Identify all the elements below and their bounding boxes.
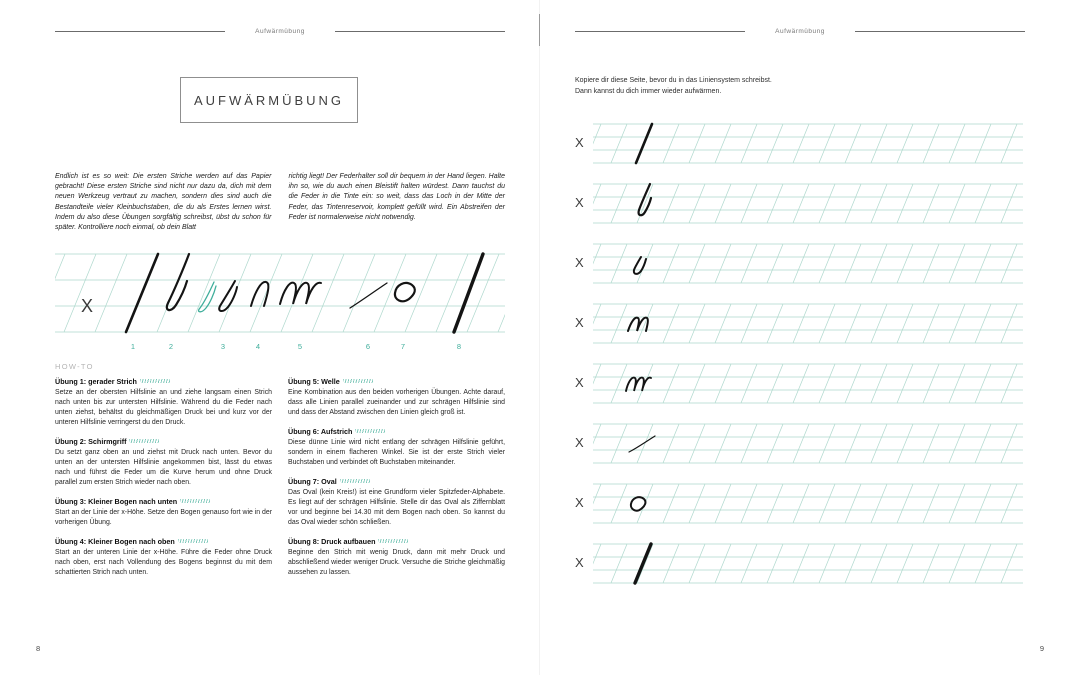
demo-stroke-gerader-strich bbox=[126, 254, 158, 332]
guide-line-slant bbox=[897, 244, 913, 283]
guide-line-slant bbox=[663, 124, 679, 163]
guide-line-slant bbox=[767, 484, 783, 523]
guide-line-slant bbox=[975, 304, 991, 343]
teal-demo-stroke bbox=[199, 282, 216, 312]
guide-line-slant bbox=[975, 364, 991, 403]
guide-line-slant bbox=[1001, 544, 1017, 583]
exercise-title-text: Übung 5: Welle bbox=[288, 377, 340, 386]
guide-line-slant bbox=[897, 184, 913, 223]
guide-line-slant bbox=[923, 124, 939, 163]
guide-line-slant bbox=[923, 304, 939, 343]
guide-line-slant bbox=[467, 254, 499, 332]
guide-line-slant bbox=[923, 244, 939, 283]
guide-line-slant bbox=[767, 304, 783, 343]
line-system bbox=[593, 360, 1023, 406]
exercise-block bbox=[55, 537, 272, 578]
guide-line-slant bbox=[845, 544, 861, 583]
guide-line-slant bbox=[689, 184, 705, 223]
guide-line-slant bbox=[949, 364, 965, 403]
practice-row bbox=[575, 480, 1025, 526]
copy-note-line-2: Dann kannst du dich immer wieder aufwärmen. bbox=[575, 87, 722, 95]
guide-line-slant bbox=[819, 244, 835, 283]
guide-line-slant bbox=[793, 484, 809, 523]
running-head-rule-left bbox=[55, 31, 225, 32]
guide-line-slant bbox=[897, 544, 913, 583]
guide-line-slant bbox=[611, 304, 627, 343]
practice-demo bbox=[55, 248, 505, 354]
exercise-title-text: Übung 2: Schirmgriff bbox=[55, 437, 127, 446]
guide-line-slant bbox=[436, 254, 468, 332]
guide-line-slant bbox=[845, 244, 861, 283]
guide-line-slant bbox=[611, 484, 627, 523]
guide-line-slant bbox=[593, 244, 601, 283]
guide-line-slant bbox=[949, 484, 965, 523]
example-stroke-welle bbox=[626, 378, 651, 391]
guide-line-slant bbox=[1001, 364, 1017, 403]
guide-line-slant bbox=[949, 304, 965, 343]
demo-stroke-aufstrich bbox=[350, 283, 387, 308]
guide-line-slant bbox=[188, 254, 220, 332]
guide-line-slant bbox=[845, 364, 861, 403]
guide-line-slant bbox=[663, 244, 679, 283]
guide-line-slant bbox=[1001, 124, 1017, 163]
guide-line-slant bbox=[715, 244, 731, 283]
fold-crop-mark bbox=[539, 14, 540, 46]
guide-line-slant bbox=[741, 124, 757, 163]
line-system bbox=[593, 480, 1023, 526]
guide-line-slant bbox=[593, 544, 601, 583]
page-right bbox=[540, 0, 1080, 675]
practice-row bbox=[575, 540, 1025, 586]
guide-line-slant bbox=[715, 184, 731, 223]
demo-line-system bbox=[55, 248, 505, 354]
guide-line-slant bbox=[819, 124, 835, 163]
guide-line-slant bbox=[593, 484, 601, 523]
running-head-rule-left bbox=[575, 31, 745, 32]
guide-line-slant bbox=[793, 544, 809, 583]
exercise-title bbox=[288, 427, 505, 436]
guide-line-slant bbox=[593, 304, 601, 343]
exercise-block bbox=[55, 437, 272, 488]
guide-line-slant bbox=[845, 124, 861, 163]
example-stroke-schirmgriff bbox=[639, 184, 651, 215]
intro-text bbox=[55, 172, 505, 233]
guide-line-slant bbox=[793, 124, 809, 163]
guide-line-slant bbox=[741, 424, 757, 463]
guide-line-slant bbox=[871, 484, 887, 523]
line-system bbox=[593, 540, 1023, 586]
guide-line-slant bbox=[374, 254, 406, 332]
guide-line-slant bbox=[767, 424, 783, 463]
guide-line-slant bbox=[55, 254, 65, 332]
page-number-right: 9 bbox=[1039, 644, 1044, 653]
guide-line-slant bbox=[845, 424, 861, 463]
guide-line-slant bbox=[845, 304, 861, 343]
page-number-left: 8 bbox=[36, 644, 41, 653]
line-system bbox=[593, 300, 1023, 346]
chapter-title-box bbox=[180, 77, 358, 123]
guide-line-slant bbox=[871, 424, 887, 463]
running-head-left bbox=[55, 28, 505, 35]
line-system bbox=[593, 420, 1023, 466]
guide-line-slant bbox=[793, 184, 809, 223]
hatch-decoration bbox=[178, 539, 208, 544]
guide-line-slant bbox=[845, 484, 861, 523]
guide-line-slant bbox=[741, 184, 757, 223]
x-height-label: X bbox=[575, 315, 584, 330]
stroke-number: 3 bbox=[220, 342, 226, 351]
demo-stroke-welle bbox=[280, 283, 321, 304]
guide-line-slant bbox=[793, 424, 809, 463]
guide-line-slant bbox=[897, 424, 913, 463]
x-height-label: X bbox=[575, 495, 584, 510]
guide-line-slant bbox=[897, 484, 913, 523]
guide-line-slant bbox=[1001, 484, 1017, 523]
guide-line-slant bbox=[975, 424, 991, 463]
exercise-title-text: Übung 3: Kleiner Bogen nach unten bbox=[55, 497, 178, 506]
guide-line-slant bbox=[663, 184, 679, 223]
exercise-block bbox=[55, 377, 272, 428]
guide-line-slant bbox=[593, 124, 601, 163]
copy-note bbox=[575, 76, 915, 98]
guide-line-slant bbox=[871, 124, 887, 163]
stroke-number: 5 bbox=[297, 342, 303, 351]
copy-note-line-1: Kopiere dir diese Seite, bevor du in das Liniensystem schreibst. bbox=[575, 77, 772, 84]
exercise-body: Eine Kombination aus den beiden vorherigen Übungen. Achte darauf, dass alle Linien parallel zueinander und zur schrägen Hilfslinie sind und dass der Abstand zwischen den Linien gleich groß ist. bbox=[288, 389, 505, 416]
guide-line-slant bbox=[593, 424, 601, 463]
chapter-title: AUFWÄRMÜBUNG bbox=[193, 92, 345, 108]
exercise-block bbox=[55, 497, 272, 528]
hatch-decoration bbox=[340, 479, 370, 484]
guide-line-slant bbox=[923, 484, 939, 523]
guide-line-slant bbox=[343, 254, 375, 332]
practice-row bbox=[575, 240, 1025, 286]
x-height-label: X bbox=[81, 296, 94, 316]
hatch-decoration bbox=[180, 499, 210, 504]
exercise-columns bbox=[55, 377, 505, 587]
guide-line-slant bbox=[949, 124, 965, 163]
exercise-body: Start an der unteren Linie der x-Höhe. Führe die Feder ohne Druck nach oben, erst nach Vollendung des Bogens beginnst du mit dem schattierten Strich nach unten. bbox=[55, 549, 272, 576]
guide-line-slant bbox=[819, 364, 835, 403]
guide-line-slant bbox=[741, 484, 757, 523]
demo-stroke-druck-aufbauen bbox=[454, 254, 483, 332]
exercise-body: Diese dünne Linie wird nicht entlang der schrägen Hilfslinie geführt, sondern in einem flacheren Winkel. Sie ist der erste Strich vieler Buchstaben und verbindet oft Buchstaben miteinander. bbox=[288, 439, 505, 466]
example-stroke-kleiner-bogen-nach-unten bbox=[634, 257, 646, 274]
demo-stroke-schirmgriff bbox=[167, 254, 189, 310]
guide-line-slant bbox=[663, 424, 679, 463]
hatch-decoration bbox=[378, 539, 408, 544]
stroke-number: 7 bbox=[400, 342, 406, 351]
guide-line-slant bbox=[663, 484, 679, 523]
exercise-title-text: Übung 4: Kleiner Bogen nach oben bbox=[55, 537, 175, 546]
practice-row bbox=[575, 300, 1025, 346]
guide-line-slant bbox=[689, 304, 705, 343]
practice-row bbox=[575, 180, 1025, 226]
guide-line-slant bbox=[949, 184, 965, 223]
guide-line-slant bbox=[767, 124, 783, 163]
guide-line-slant bbox=[975, 184, 991, 223]
exercise-body: Start an der Linie der x-Höhe. Setze den Bogen genauso fort wie in der vorherigen Übung. bbox=[55, 509, 272, 526]
guide-line-slant bbox=[793, 304, 809, 343]
guide-line-slant bbox=[793, 244, 809, 283]
exercise-body: Beginne den Strich mit wenig Druck, dann mit mehr Druck und abschließend wieder weniger Druck. Versuche die Striche gleichmäßig aussehen zu lassen. bbox=[288, 549, 505, 576]
guide-line-slant bbox=[611, 124, 627, 163]
exercise-column-2 bbox=[288, 377, 505, 587]
guide-line-slant bbox=[819, 184, 835, 223]
line-system bbox=[593, 120, 1023, 166]
exercise-body: Setze an der obersten Hilfslinie an und ziehe langsam einen Strich nach unten bis zur untersten Hilfslinie. Während du die Feder nach unten ziehst, behältst du gleichmäßigen Druck bei und kurz vor der unteren Hilfslinie verringerst du den Druck. bbox=[55, 389, 272, 426]
running-head-right bbox=[575, 28, 1025, 35]
guide-line-slant bbox=[897, 124, 913, 163]
exercise-title-text: Übung 7: Oval bbox=[288, 477, 337, 486]
guide-line-slant bbox=[975, 124, 991, 163]
guide-line-slant bbox=[949, 544, 965, 583]
guide-line-slant bbox=[611, 244, 627, 283]
guide-line-slant bbox=[767, 544, 783, 583]
guide-line-slant bbox=[715, 544, 731, 583]
guide-line-slant bbox=[663, 364, 679, 403]
exercise-block bbox=[288, 377, 505, 418]
page-fold-divider bbox=[539, 0, 540, 675]
practice-rows bbox=[575, 120, 1025, 600]
guide-line-slant bbox=[949, 424, 965, 463]
exercise-block bbox=[288, 537, 505, 578]
guide-line-slant bbox=[741, 544, 757, 583]
guide-line-slant bbox=[897, 364, 913, 403]
guide-line-slant bbox=[689, 484, 705, 523]
line-system bbox=[593, 240, 1023, 286]
guide-line-slant bbox=[611, 184, 627, 223]
guide-line-slant bbox=[741, 304, 757, 343]
guide-line-slant bbox=[871, 544, 887, 583]
x-height-label: X bbox=[575, 435, 584, 450]
guide-line-slant bbox=[1001, 184, 1017, 223]
guide-line-slant bbox=[871, 304, 887, 343]
guide-line-slant bbox=[819, 484, 835, 523]
exercise-title bbox=[55, 497, 272, 506]
guide-line-slant bbox=[793, 364, 809, 403]
running-head-text: Aufwärmübung bbox=[775, 28, 825, 35]
guide-line-slant bbox=[819, 544, 835, 583]
guide-line-slant bbox=[923, 544, 939, 583]
guide-line-slant bbox=[715, 124, 731, 163]
guide-line-slant bbox=[871, 184, 887, 223]
guide-line-slant bbox=[975, 544, 991, 583]
practice-row bbox=[575, 360, 1025, 406]
exercise-title bbox=[288, 377, 505, 386]
guide-line-slant bbox=[689, 244, 705, 283]
guide-line-slant bbox=[715, 304, 731, 343]
example-stroke-aufstrich bbox=[629, 436, 655, 452]
running-head-rule-right bbox=[335, 31, 505, 32]
guide-line-slant bbox=[663, 544, 679, 583]
hatch-decoration bbox=[129, 439, 159, 444]
demo-stroke-kleiner-bogen-nach-unten bbox=[219, 281, 237, 311]
running-head-rule-right bbox=[855, 31, 1025, 32]
guide-line-slant bbox=[663, 304, 679, 343]
exercise-title bbox=[55, 437, 272, 446]
guide-line-slant bbox=[498, 254, 505, 332]
intro-column-2: richtig liegt! Der Federhalter soll dir bequem in der Hand liegen. Halte ihn so, wie du auch einen Bleistift halten würdest. Dann tauchst du die Feder in die Tinte ein: so weit, dass das Loch in der Mitte der Feder, das Tintenreservoir, komplett gefüllt wird. Ein Abstreifen der Feder ist normalerweise nicht notwendig. bbox=[288, 173, 505, 221]
guide-line-slant bbox=[923, 184, 939, 223]
x-height-label: X bbox=[575, 135, 584, 150]
guide-line-slant bbox=[975, 484, 991, 523]
guide-line-slant bbox=[1001, 424, 1017, 463]
x-height-label: X bbox=[575, 195, 584, 210]
guide-line-slant bbox=[611, 424, 627, 463]
x-height-label: X bbox=[575, 255, 584, 270]
practice-row bbox=[575, 420, 1025, 466]
guide-line-slant bbox=[405, 254, 437, 332]
guide-line-slant bbox=[593, 184, 601, 223]
stroke-number: 8 bbox=[456, 342, 462, 351]
guide-line-slant bbox=[923, 424, 939, 463]
line-system bbox=[593, 180, 1023, 226]
guide-line-slant bbox=[1001, 244, 1017, 283]
guide-line-slant bbox=[593, 364, 601, 403]
guide-line-slant bbox=[923, 364, 939, 403]
exercise-title-text: Übung 6: Aufstrich bbox=[288, 427, 353, 436]
exercise-title bbox=[288, 477, 505, 486]
guide-line-slant bbox=[819, 304, 835, 343]
intro-column-1: Endlich ist es so weit: Die ersten Striche werden auf das Papier gebracht! Diese ersten Striche sind nicht nur dazu da, dich mit dem neuen Werkzeug vertraut zu machen, sondern dies sind auch die Bestandteile vieler Kleinbuchstaben, die du als Erstes lernen wirst. Indem du also diese Übungen sorgfältig schreibst, übst du schon für später. Kontrolliere noch einmal, ob dein Blatt bbox=[55, 173, 272, 232]
guide-line-slant bbox=[715, 424, 731, 463]
exercise-title-text: Übung 8: Druck aufbauen bbox=[288, 537, 376, 546]
hatch-decoration bbox=[343, 379, 373, 384]
exercise-body: Du setzt ganz oben an und ziehst mit Druck nach unten. Bevor du unten an der untersten Hilfslinie angekommen bist, lässt du etwas nach und führst die Feder um die Kurve herum und ohne Druck parallel zum ersten Strich wieder nach oben. bbox=[55, 449, 272, 486]
stroke-number: 2 bbox=[168, 342, 174, 351]
exercise-title bbox=[55, 537, 272, 546]
exercise-column-1 bbox=[55, 377, 272, 587]
hatch-decoration bbox=[140, 379, 170, 384]
practice-row bbox=[575, 120, 1025, 166]
example-stroke-druck-aufbauen bbox=[635, 544, 651, 583]
guide-line-slant bbox=[767, 364, 783, 403]
x-height-label: X bbox=[575, 375, 584, 390]
guide-line-slant bbox=[689, 364, 705, 403]
guide-line-slant bbox=[312, 254, 344, 332]
guide-line-slant bbox=[637, 544, 653, 583]
exercise-title-text: Übung 1: gerader Strich bbox=[55, 377, 137, 386]
x-height-label: X bbox=[575, 555, 584, 570]
guide-line-slant bbox=[871, 244, 887, 283]
guide-line-slant bbox=[637, 424, 653, 463]
guide-line-slant bbox=[741, 244, 757, 283]
guide-line-slant bbox=[767, 244, 783, 283]
running-head-text: Aufwärmübung bbox=[255, 28, 305, 35]
guide-line-slant bbox=[1001, 304, 1017, 343]
guide-line-slant bbox=[741, 364, 757, 403]
guide-line-slant bbox=[715, 364, 731, 403]
demo-stroke-oval bbox=[395, 283, 415, 301]
example-stroke-gerader-strich bbox=[636, 124, 652, 163]
guide-line-slant bbox=[611, 544, 627, 583]
guide-line-slant bbox=[689, 424, 705, 463]
guide-line-slant bbox=[95, 254, 127, 332]
guide-line-slant bbox=[637, 184, 653, 223]
guide-line-slant bbox=[689, 544, 705, 583]
guide-line-slant bbox=[611, 364, 627, 403]
guide-line-slant bbox=[871, 364, 887, 403]
stroke-number: 6 bbox=[365, 342, 371, 351]
exercise-body: Das Oval (kein Kreis!) ist eine Grundform vieler Spitzfeder-Alphabete. Es liegt auf der schrägen Hilfslinie. Stelle dir das Oval als Ziffernblatt vor und beginne bei 14.30 mit dem Bogen nach oben. So kannst du das Oval wieder schön schließen. bbox=[288, 489, 505, 526]
guide-line-slant bbox=[767, 184, 783, 223]
guide-line-slant bbox=[64, 254, 96, 332]
exercise-block bbox=[288, 427, 505, 468]
guide-line-slant bbox=[715, 484, 731, 523]
stroke-number: 1 bbox=[130, 342, 136, 351]
guide-line-slant bbox=[949, 244, 965, 283]
howto-label: HOW-TO bbox=[55, 362, 94, 371]
guide-line-slant bbox=[845, 184, 861, 223]
hatch-decoration bbox=[355, 429, 385, 434]
stroke-number: 4 bbox=[255, 342, 261, 351]
guide-line-slant bbox=[819, 424, 835, 463]
exercise-block bbox=[288, 477, 505, 528]
exercise-title bbox=[288, 537, 505, 546]
guide-line-slant bbox=[897, 304, 913, 343]
guide-line-slant bbox=[975, 244, 991, 283]
exercise-title bbox=[55, 377, 272, 386]
guide-line-slant bbox=[689, 124, 705, 163]
